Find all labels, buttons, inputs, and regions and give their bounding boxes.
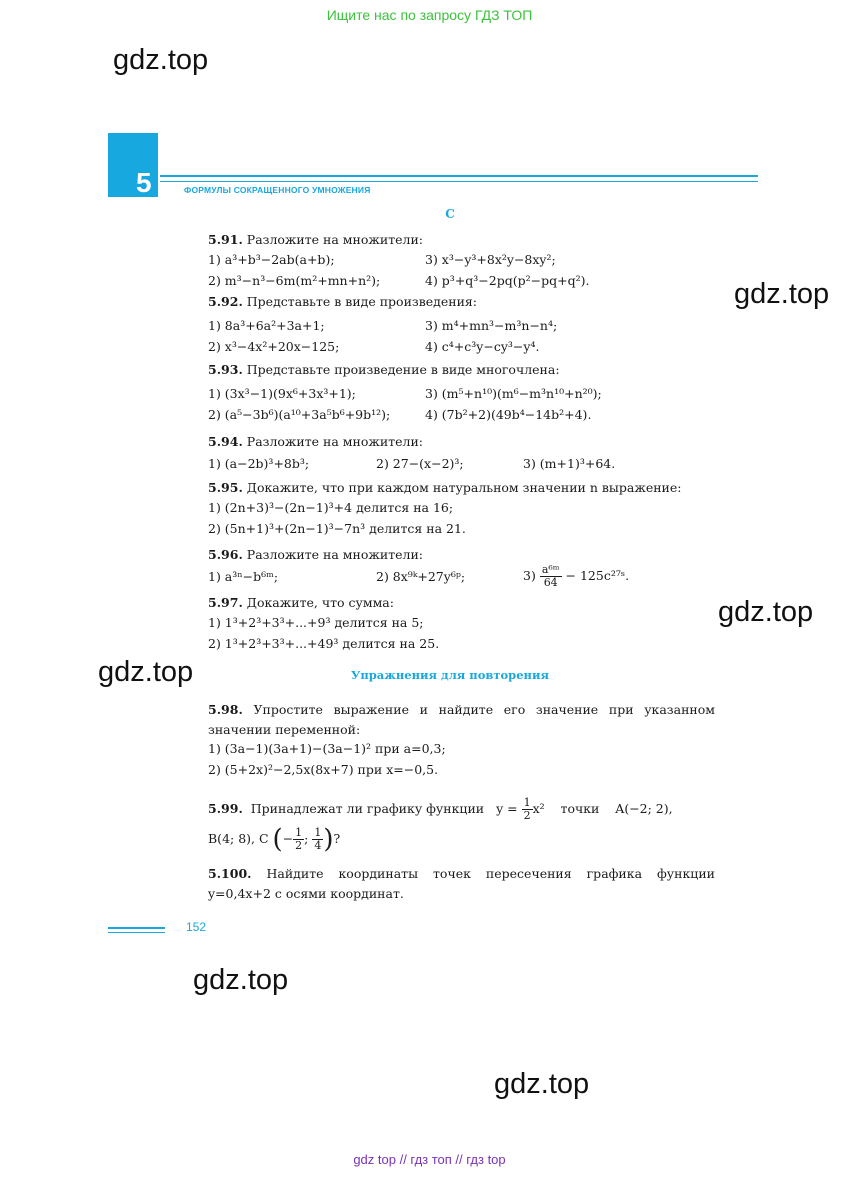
problem-item: 1) (a−2b)³+8b³; [208,456,310,471]
fraction: $\frac{1}{2}$ [295,826,303,852]
chapter-number: 5 [136,167,152,198]
problem-statement: 5.98. Упростите выражение и найдите его значение при указанном значении переменной: [208,702,715,737]
watermark: gdz.top [494,1068,590,1100]
problem-statement: 5.91. Разложите на множители: [208,232,424,247]
problem-item: 3) (m⁵+n¹⁰)(m⁶−m³n¹⁰+n²⁰); [425,386,602,401]
header-rule [160,175,758,177]
problem-statement: 5.100. Найдите координаты точек пересечения графика функции y=0,4x+2 с осями координат. [208,866,715,901]
problem-item: B(4; 8), C (− $\frac{1}{2}$ ; $\frac{1}{4}$ )? [208,824,341,855]
review-heading: Упражнения для повторения [351,668,549,682]
footer-rule [108,927,165,929]
problem-item: 3) m⁴+mn³−m³n−n⁴; [425,318,558,333]
problem-item: 2) 27−(x−2)³; [376,456,464,471]
watermark: gdz.top [718,596,814,628]
problem-statement: 5.99. Принадлежат ли графику функции y = $\frac{1}{2}$ x² точки A(−2; 2), [208,796,673,822]
problem-item: 1) (3x³−1)(9x⁶+3x³+1); [208,386,356,401]
problem-statement: 5.94. Разложите на множители: [208,434,424,449]
page-number: 152 [186,920,207,934]
header-rule [160,181,758,182]
section-heading: C [445,207,455,221]
problem-item: 3) $\frac{\text{a⁶ᵐ}}{64}$ − 125c²⁷ˢ. [523,563,630,589]
problem-statement: 5.96. Разложите на множители: [208,547,424,562]
footer-links: gdz top // гдз топ // гдз top [353,1152,506,1167]
problem-item: 1) a³+b³−2ab(a+b); [208,252,335,267]
problem-item: 2) (5n+1)³+(2n−1)³−7n³ делится на 21. [208,521,466,536]
fraction: $\frac{1}{4}$ [314,826,322,852]
problem-statement: 5.92. Представьте в виде произведения: [208,294,478,309]
problem-item: 2) 8x⁹ᵏ+27y⁶ᵖ; [376,569,466,584]
problem-statement: 5.97. Докажите, что сумма: [208,595,394,610]
problem-statement: 5.93. Представьте произведение в виде многочлена: [208,362,560,377]
problem-item: 2) m³−n³−6m(m²+mn+n²); [208,273,381,288]
fraction: $\frac{1}{2}$ [523,796,531,822]
problem-item: 2) (5+2x)²−2,5x(8x+7) при x=−0,5. [208,762,439,777]
watermark: gdz.top [193,964,289,996]
problem-item: 1) 8a³+6a²+3a+1; [208,318,325,333]
problem-item: 4) (7b²+2)(49b⁴−14b²+4). [425,407,592,422]
chapter-title: ФОРМУЛЫ СОКРАЩЕННОГО УМНОЖЕНИЯ [184,185,371,195]
watermark: gdz.top [98,656,194,688]
fraction: $\frac{\text{a⁶ᵐ}}{64}$ [541,563,560,589]
problem-item: 3) (m+1)³+64. [523,456,616,471]
watermark: gdz.top [734,278,830,310]
problem-item: 2) 1³+2³+3³+...+49³ делится на 25. [208,636,440,651]
problem-item: 1) a³ⁿ−b⁶ᵐ; [208,569,279,584]
problem-item: 3) x³−y³+8x²y−8xy²; [425,252,556,267]
problem-item: 4) c⁴+c³y−cy³−y⁴. [425,339,540,354]
problem-item: 1) (3a−1)(3a+1)−(3a−1)² при a=0,3; [208,741,446,756]
top-banner: Ищите нас по запросу ГДЗ ТОП [326,7,533,23]
problem-item: 1) 1³+2³+3³+...+9³ делится на 5; [208,615,424,630]
watermark: gdz.top [113,44,209,76]
problem-item: 4) p³+q³−2pq(p²−pq+q²). [425,273,590,288]
footer-rule [108,932,165,933]
problem-item: 2) (a⁵−3b⁶)(a¹⁰+3a⁵b⁶+9b¹²); [208,407,391,422]
problem-statement: 5.95. Докажите, что при каждом натуральном значении n выражение: [208,480,682,495]
problem-item: 2) x³−4x²+20x−125; [208,339,340,354]
problem-item: 1) (2n+3)³−(2n−1)³+4 делится на 16; [208,500,454,515]
